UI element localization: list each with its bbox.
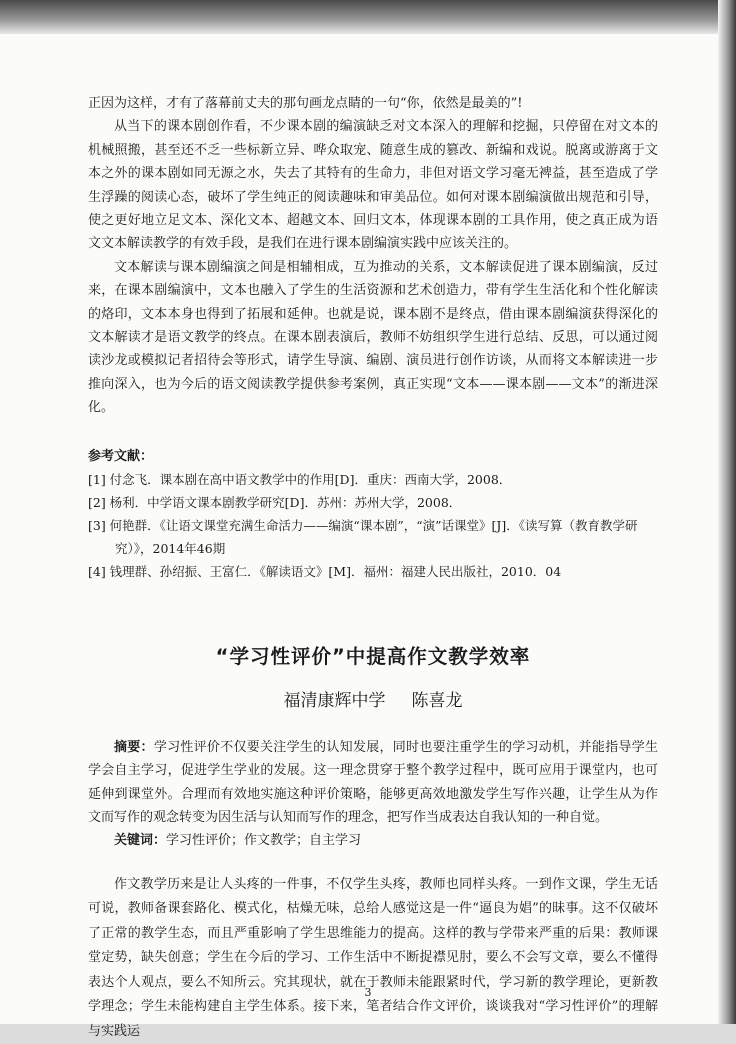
paragraph-continued: 正因为这样，才有了落幕前丈夫的那句画龙点睛的一句“你，依然是最美的”! bbox=[88, 96, 523, 111]
abstract-text: 学习性评价不仅要关注学生的认知发展，同时也要注重学生的学习动机，并能指导学生学会自主学习，促进学生学业的发展。这一理念贯穿于整个教学过程中，既可应用于课堂内，也可延伸到课堂外。合理而有效地实施这种评价策略，能够更高效地激发学生写作兴趣，让学生从为作文而写作的观念转变为因生活与认知而写作的理念，把写作当成表达自我认知的一种自觉。 bbox=[88, 739, 658, 825]
keywords-label: 关键词： bbox=[114, 833, 167, 849]
abstract-label: 摘要： bbox=[114, 739, 154, 755]
references-section bbox=[88, 446, 658, 583]
page-number: 3 bbox=[364, 986, 372, 999]
article-title: “学习性评价”中提高作文教学效率 bbox=[215, 644, 531, 668]
keywords-text: 学习性评价；作文教学；自主学习 bbox=[166, 833, 362, 849]
keywords bbox=[88, 829, 658, 852]
article-body-paragraph: 作文教学历来是让人头疼的一件事，不仅学生头疼，教师也同样头疼。一到作文课，学生无话可说，教师备课套路化、模式化，枯燥无味，总给人感觉这是一件“逼良为娼”的昧事。这不仅破坏了正常的教学生态，而且严重影响了学生思维能力的提高。这样的教与学带来严重的后果：教师课堂定势，缺失创意；学生在今后的学习、工作生活中不断捉襟见肘，要么不会写文章，要么不懂得表达个人观点，要么不知所云。究其现状，就在于教师未能跟紧时代，学习新的教学理论，更新教学理念；学生未能构建自主学生体系。接下来，笔者结合作文评价，谈谈我对“学习性评价”的理解与实践运 bbox=[88, 876, 658, 1039]
author-school: 福清康辉中学 bbox=[283, 690, 386, 711]
paragraph: 文本解读与课本剧编演之间是相辅相成，互为推动的关系，文本解读促进了课本剧编演，反过来，在课本剧编演中，文本也融入了学生的生活资源和艺术创造力，带有学生生活化和个性化解读的烙印，文本本身也得到了拓展和延伸。也就是说，课本剧不是终点，借由课本剧编演获得深化的文本解读才是语文教学的终点。在课本剧表演后，教师不妨组织学生进行总结、反思，可以通过阅读沙龙或模拟记者招待会等形式，请学生导演、编剧、演员进行创作访谈，从而将文本解读进一步推向深入，也为今后的语文阅读教学提供参考案例，真正实现“文本——课本剧——文本”的渐进深化。 bbox=[88, 259, 658, 416]
references-title: 参考文献： bbox=[88, 448, 154, 464]
author-name: 陈喜龙 bbox=[411, 690, 463, 711]
author-line bbox=[88, 689, 658, 713]
abstract bbox=[88, 736, 658, 830]
page-content bbox=[88, 92, 658, 1044]
reference-item: [3] 何艳群．《让语文课堂充满生命活力——编演“课本剧”，“演”话课堂》[J]．《读写算（教育教学研究）》，2014年46期 bbox=[88, 517, 638, 556]
scan-right-shadow bbox=[718, 0, 736, 1024]
reference-item: [2] 杨利．中学语文课本剧教学研究[D]．苏州：苏州大学，2008． bbox=[88, 494, 462, 510]
scan-top-shadow bbox=[0, 0, 736, 34]
reference-item: [4] 钱理群、孙绍振、王富仁．《解读语文》[M]．福州：福建人民出版社，2010．04 bbox=[88, 563, 562, 579]
paragraph: 从当下的课本剧创作看，不少课本剧的编演缺乏对文本深入的理解和挖掘，只停留在对文本的机械照搬，甚至还不乏一些标新立异、哗众取宠、随意生成的篡改、新编和戏说。脱离或游离于文本之外的课本剧如同无源之水，失去了其特有的生命力，非但对语文学习毫无裨益，甚至造成了学生浮躁的阅读心态，破坏了学生纯正的阅读趣味和审美品位。如何对课本剧编演做出规范和引导，使之更好地立足文本、深化文本、超越文本、回归文本，体现课本剧的工具作用，使之真正成为语文文本解读教学的有效手段，是我们在进行课本剧编演实践中应该关注的。 bbox=[88, 119, 658, 252]
reference-item: [1] 付念飞．课本剧在高中语文教学中的作用[D]．重庆：西南大学，2008． bbox=[88, 471, 512, 487]
